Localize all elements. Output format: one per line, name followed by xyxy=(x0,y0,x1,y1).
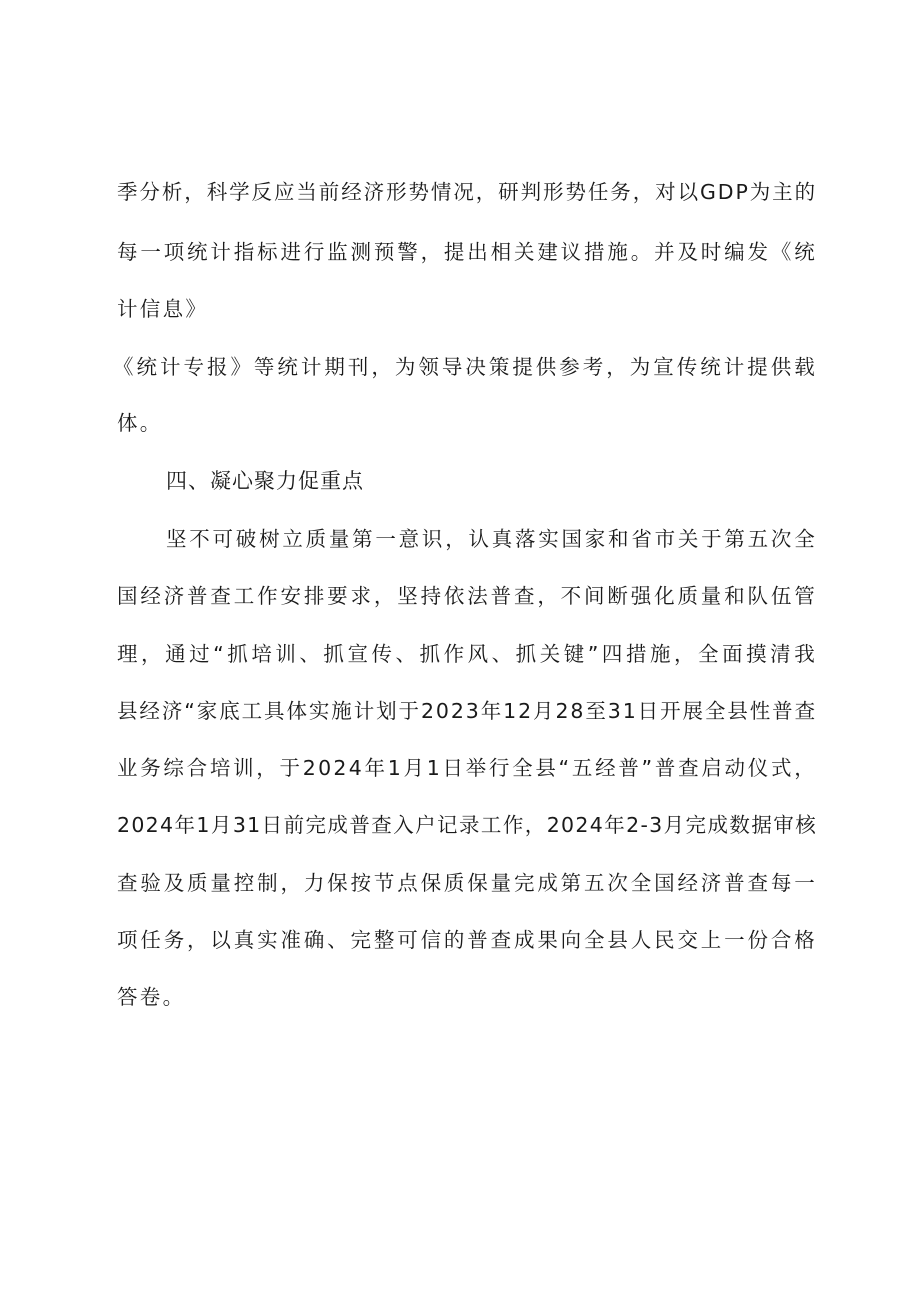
paragraph-1-line-3: 计信息》 xyxy=(117,297,209,321)
paragraph-3-line-2: 国经济普查工作安排要求，坚持依法普查，不间断强化质量和队伍管 xyxy=(117,584,817,608)
paragraph-3-line-7: 查验及质量控制，力保按节点保质保量完成第五次全国经济普查每一 xyxy=(117,871,817,895)
paragraph-3-line-1: 坚不可破树立质量第一意识，认真落实国家和省市关于第五次全 xyxy=(166,527,817,551)
paragraph-2-line-2: 体。 xyxy=(117,411,163,435)
section-heading: 四、凝心聚力促重点 xyxy=(166,469,364,493)
paragraph-3-line-3: 理，通过“抓培训、抓宣传、抓作风、抓关键”四措施，全面摸清我 xyxy=(117,642,817,666)
paragraph-1-line-2: 每一项统计指标进行监测预警，提出相关建议措施。并及时编发《统 xyxy=(117,240,817,264)
paragraph-3-line-9: 答卷。 xyxy=(117,985,186,1009)
paragraph-3-line-8: 项任务，以真实准确、完整可信的普查成果向全县人民交上一份合格 xyxy=(117,928,817,952)
paragraph-3-line-6: 2024年1月31日前完成普查入户记录工作，2024年2-3月完成数据审核 xyxy=(117,813,817,837)
paragraph-3-line-4: 县经济“家底工具体实施计划于2023年12月28至31日开展全县性普查 xyxy=(117,699,817,723)
paragraph-1-line-1: 季分析，科学反应当前经济形势情况，研判形势任务，对以GDP为主的 xyxy=(117,180,817,204)
paragraph-2-line-1: 《统计专报》等统计期刊，为领导决策提供参考，为宣传统计提供载 xyxy=(113,355,817,379)
paragraph-3-line-5: 业务综合培训，于2024年1月1日举行全县“五经普”普查启动仪式， xyxy=(117,756,817,780)
